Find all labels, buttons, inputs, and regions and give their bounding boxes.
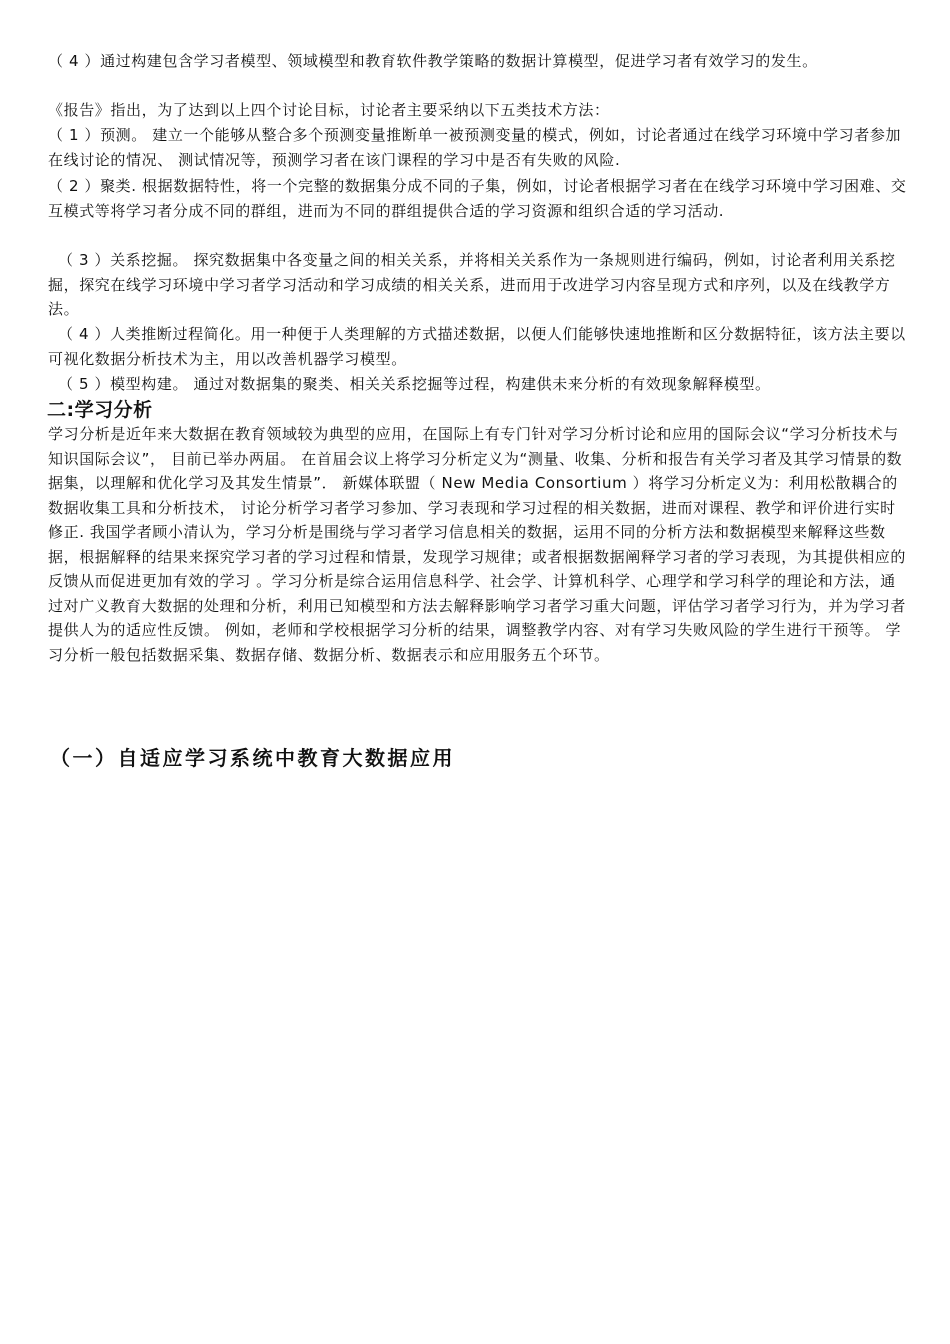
paragraph-report-intro: 《报告》指出，为了达到以上四个讨论目标，讨论者主要采纳以下五类技术方法： [48,101,610,119]
section-heading-learning-analytics: 二:学习分析 [47,399,153,421]
paragraph-method-model-building: （ 5 ）模型构建。 通过对数据集的聚类、相关关系挖掘等过程，构建供未来分析的有效现象解释模型。 [58,375,771,393]
paragraph-method-prediction: （ 1 ）预测。 建立一个能够从整合多个预测变量推断单一被预测变量的模式，例如，讨论者通过在线学习环境中学习者参加在线讨论的情况、 测试情况等，预测学习者在该门课程的学习中是否有失败的风险. [48,126,902,169]
paragraph-learning-analytics: 学习分析是近年来大数据在教育领域较为典型的应用，在国际上有专门针对学习分析讨论和应用的国际会议“学习分析技术与知识国际会议”， 目前已举办两届。 在首届会议上将学习分析定义为“测量、收集、分析和报告有关学习者及其学习情景的数据集，以理解和优化学习及其发生情景”． 新媒体联盟（ New Media Consortium ）将学习分析定义为：利用松散耦合的数据收集工具和分析技术， 讨论分析学习者学习参加、学习表现和学习过程的相关数据，进而对课程、教学和评价进行实时修正. 我国学者顾小清认为，学习分析是围绕与学习者学习信息相关的数据，运用不同的分析方法和数据模型来解释这些数据，根据解释的结果来探究学习者的学习过程和情景，发现学习规律；或者根据数据阐释学习者的学习表现，为其提供相应的反馈从而促进更加有效的学习 。学习分析是综合运用信息科学、社会学、计算机科学、心理学和学习科学的理论和方法，通过对广义教育大数据的处理和分析，利用已知模型和方法去解释影响学习者学习重大问题，评估学习者学习行为，并为学习者提供人为的适应性反馈。 例如，老师和学校根据学习分析的结果，调整教学内容、对有学习失败风险的学生进行干预等。 学习分析一般包括数据采集、数据存储、数据分析、数据表示和应用服务五个环节。 [48,425,907,664]
paragraph-method-relation-mining: （ 3 ）关系挖掘。 探究数据集中各变量之间的相关关系，并将相关关系作为一条规则进行编码，例如，讨论者利用关系挖掘，探究在线学习环境中学习者学习活动和学习成绩的相关关系，进而用于改进学习内容呈现方式和序列，以及在线教学方法。 [48,251,896,318]
paragraph-method-human-inference: （ 4 ）人类推断过程简化。用一种便于人类理解的方式描述数据，以便人们能够快速地推断和区分数据特征，该方法主要以可视化数据分析技术为主，用以改善机器学习模型。 [48,325,906,368]
subsection-heading-adaptive-learning: （一）自适应学习系统中教育大数据应用 [50,746,455,770]
paragraph-goal-4: （ 4 ）通过构建包含学习者模型、领域模型和教育软件教学策略的数据计算模型，促进学习者有效学习的发生。 [48,52,818,70]
paragraph-method-clustering: （ 2 ）聚类. 根据数据特性，将一个完整的数据集分成不同的子集，例如，讨论者根据学习者在在线学习环境中学习困难、交互模式等将学习者分成不同的群组，进而为不同的群组提供合适的学习资源和组织合适的学习活动. [48,177,907,220]
